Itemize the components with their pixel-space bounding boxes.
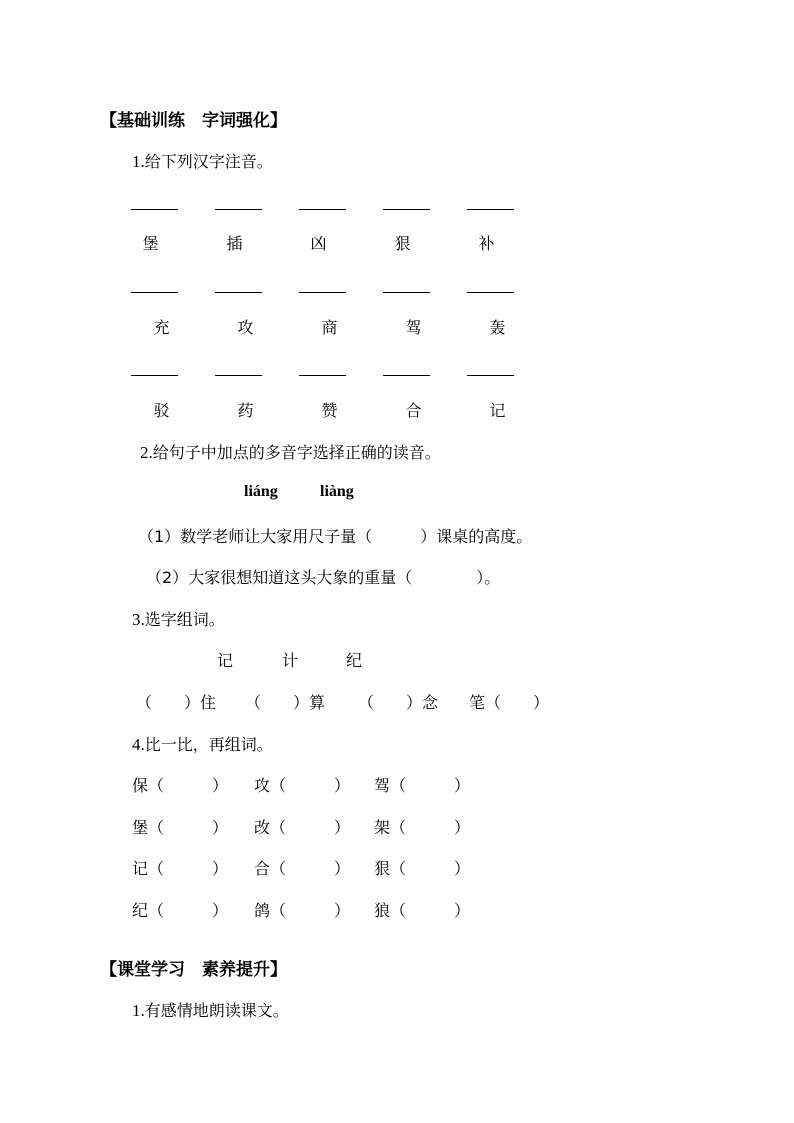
hanzi-char: 驳 (153, 401, 170, 420)
pinyin-blank[interactable] (215, 375, 262, 376)
question-text: 有感情地朗读课文。 (144, 1001, 289, 1020)
question-2 (140, 440, 441, 463)
pinyin-blank[interactable] (299, 375, 346, 376)
compare-item[interactable]: 记（ ） (132, 859, 229, 878)
sentence-number: （2） (146, 568, 189, 587)
pinyin-blank[interactable] (467, 375, 514, 376)
sentence-number: （1） (138, 527, 181, 546)
question-number: 1. (132, 1001, 145, 1020)
section-heading-basic: 【基础训练 字词强化】 (100, 111, 287, 131)
pinyin-option: liáng (244, 483, 278, 500)
hanzi-char: 狠 (394, 234, 411, 253)
word-blank-item[interactable]: （ ）住 (136, 693, 217, 712)
hanzi-char: 插 (226, 234, 243, 253)
compare-item[interactable]: 狠（ ） (374, 859, 471, 878)
question-number: 1. (132, 152, 145, 171)
compare-item[interactable]: 攻（ ） (254, 776, 351, 795)
compare-item[interactable]: 合（ ） (254, 859, 351, 878)
hanzi-char: 记 (489, 401, 506, 420)
hanzi-char: 驾 (405, 318, 422, 337)
compare-item[interactable]: 纪（ ） (132, 901, 229, 920)
question-1 (132, 149, 273, 172)
pinyin-blank[interactable] (131, 209, 178, 210)
pinyin-blank[interactable] (215, 209, 262, 210)
question-text: 给句子中加点的多音字选择正确的读音。 (152, 443, 441, 462)
pinyin-blank[interactable] (383, 375, 430, 376)
pinyin-blank[interactable] (467, 209, 514, 210)
word-blank-item[interactable]: 笔（ ） (469, 693, 550, 712)
hanzi-char: 商 (321, 318, 338, 337)
pinyin-blank[interactable] (131, 292, 178, 293)
pinyin-blank[interactable] (131, 375, 178, 376)
pinyin-blank[interactable] (299, 292, 346, 293)
pinyin-blank[interactable] (215, 292, 262, 293)
word-blank-item[interactable]: （ ）念 (358, 693, 439, 712)
compare-item[interactable]: 保（ ） (132, 776, 229, 795)
question-text: 比一比，再组词。 (144, 735, 273, 754)
section-heading-classroom: 【课堂学习 素养提升】 (100, 960, 287, 980)
question-1-section2 (132, 998, 289, 1021)
hanzi-char: 轰 (489, 318, 506, 337)
hanzi-char: 药 (237, 401, 254, 420)
pinyin-blank[interactable] (383, 209, 430, 210)
question-text: 选字组词。 (144, 610, 225, 629)
question-3 (132, 607, 225, 630)
hanzi-char: 合 (405, 401, 422, 420)
compare-item[interactable]: 狼（ ） (374, 901, 471, 920)
question-4 (132, 732, 273, 755)
choice-char: 记 (217, 651, 234, 670)
choice-char: 纪 (346, 651, 363, 670)
hanzi-char: 补 (478, 234, 495, 253)
pinyin-option: liàng (320, 483, 354, 500)
pinyin-blank[interactable] (299, 209, 346, 210)
question-text: 给下列汉字注音。 (144, 152, 273, 171)
question-number: 3. (132, 610, 145, 629)
sentence-text: 数学老师让大家用尺子量（ ）课桌的高度。 (180, 527, 533, 546)
sentence-1 (138, 524, 532, 547)
sentence-text: 大家很想知道这头大象的重量（ ）。 (188, 568, 501, 587)
compare-item[interactable]: 驾（ ） (374, 776, 471, 795)
word-blank-item[interactable]: （ ）算 (245, 693, 326, 712)
sentence-2 (146, 565, 500, 588)
pinyin-blank[interactable] (467, 292, 514, 293)
compare-item[interactable]: 堡（ ） (132, 818, 229, 837)
compare-item[interactable]: 改（ ） (254, 818, 351, 837)
choice-char: 计 (282, 651, 299, 670)
hanzi-char: 充 (153, 318, 170, 337)
hanzi-char: 凶 (310, 234, 327, 253)
compare-item[interactable]: 架（ ） (374, 818, 471, 837)
hanzi-char: 赞 (321, 401, 338, 420)
pinyin-blank[interactable] (383, 292, 430, 293)
hanzi-char: 攻 (237, 318, 254, 337)
question-number: 4. (132, 735, 145, 754)
question-number: 2. (140, 443, 153, 462)
hanzi-char: 堡 (142, 234, 159, 253)
compare-item[interactable]: 鸽（ ） (254, 901, 351, 920)
